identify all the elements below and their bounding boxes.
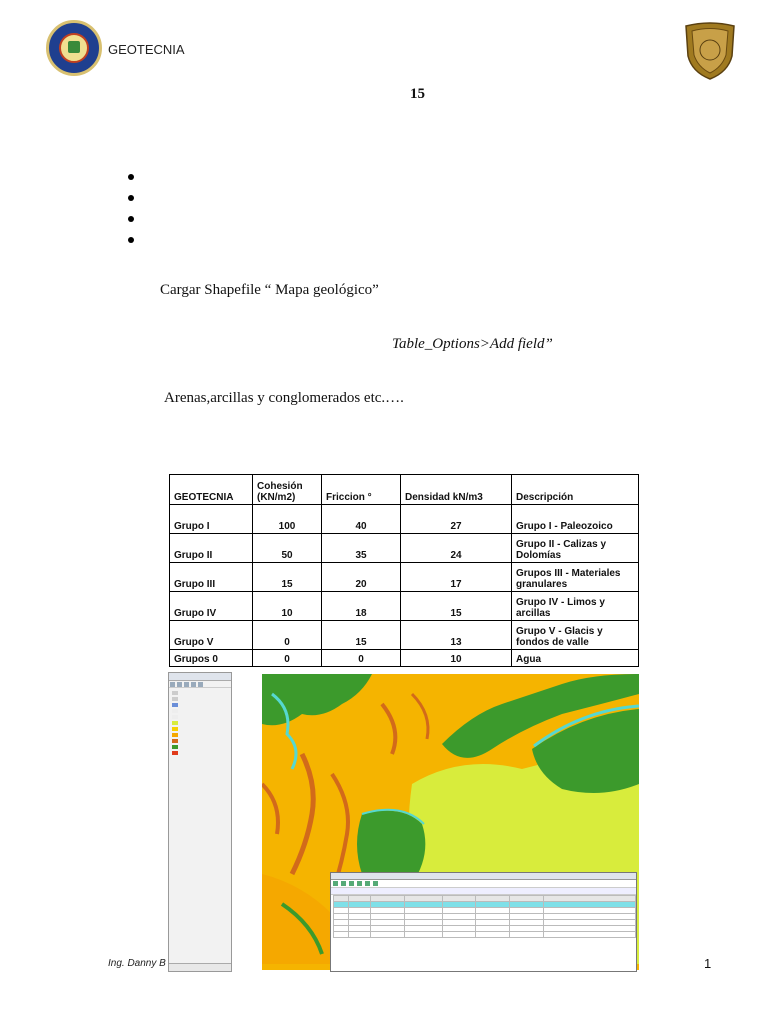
cell: Agua: [512, 650, 639, 667]
cell: 15: [322, 621, 401, 650]
table-row: [170, 563, 639, 592]
cell: Grupo IV - Limos y arcillas: [512, 592, 639, 621]
table-row: [170, 650, 639, 667]
table-row: [170, 505, 639, 534]
cell: 0: [253, 650, 322, 667]
footer-page-number: 1: [704, 956, 712, 971]
cell: Grupo V: [170, 621, 253, 650]
cell: 27: [401, 505, 512, 534]
page-heading: 15: [410, 86, 425, 102]
cell: Grupo III: [170, 563, 253, 592]
cell: 40: [322, 505, 401, 534]
cell: 0: [322, 650, 401, 667]
faculty-shield-logo: [684, 22, 736, 80]
table-header-row: [170, 475, 639, 505]
footer-author: Ing. Danny B: [108, 958, 166, 969]
cell: Grupos III - Materiales granulares: [512, 563, 639, 592]
header-descripcion: Descripción: [512, 475, 639, 505]
university-logo: [46, 20, 102, 76]
cell: Grupo I - Paleozoico: [512, 505, 639, 534]
cell: 17: [401, 563, 512, 592]
cell: Grupo V - Glacis y fondos de valle: [512, 621, 639, 650]
cell: Grupos 0: [170, 650, 253, 667]
header-title: GEOTECNIA: [108, 42, 185, 57]
header-cohesion: Cohesión (KN/m2): [253, 475, 322, 505]
cell: 18: [322, 592, 401, 621]
cell: Grupo II - Calizas y Dolomías: [512, 534, 639, 563]
table-row: [170, 592, 639, 621]
cell: Grupo I: [170, 505, 253, 534]
cell: 100: [253, 505, 322, 534]
cell: 10: [253, 592, 322, 621]
cell: 15: [253, 563, 322, 592]
header-friccion: Friccion °: [322, 475, 401, 505]
materials-text: Arenas,arcillas y conglomerados etc.….: [164, 390, 404, 406]
geotechnical-table: [169, 474, 639, 667]
cell: Grupo IV: [170, 592, 253, 621]
cell: Grupo II: [170, 534, 253, 563]
cell: 10: [401, 650, 512, 667]
cell: 20: [322, 563, 401, 592]
cell: 35: [322, 534, 401, 563]
table-row: [170, 621, 639, 650]
cell: 0: [253, 621, 322, 650]
layers-panel-screenshot: [168, 672, 232, 972]
load-shapefile-text: Cargar Shapefile “ Mapa geológico”: [160, 282, 379, 298]
cell: 24: [401, 534, 512, 563]
attribute-table-screenshot: [330, 872, 637, 972]
cell: 50: [253, 534, 322, 563]
add-field-text: Table_Options>Add field”: [392, 336, 553, 352]
cell: 15: [401, 592, 512, 621]
header-geotecnia: GEOTECNIA: [170, 475, 253, 505]
header-densidad: Densidad kN/m3: [401, 475, 512, 505]
table-row: [170, 534, 639, 563]
cell: 13: [401, 621, 512, 650]
